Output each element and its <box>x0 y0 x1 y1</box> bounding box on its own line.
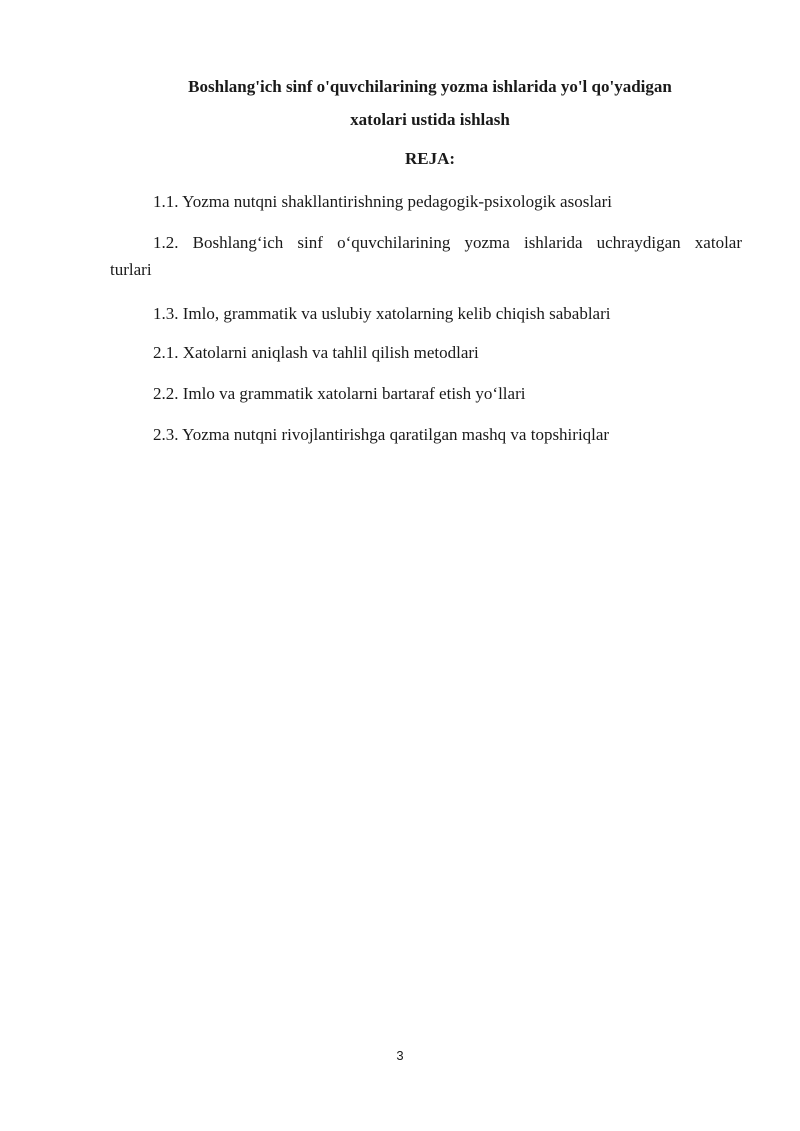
plan-item-text: 1.1. Yozma nutqni shakllantirishning pedagogik-psixologik asoslari <box>153 192 612 211</box>
plan-item <box>110 233 742 280</box>
plan-item-text: 2.3. Yozma nutqni rivojlantirishga qaratilgan mashq va topshiriqlar <box>153 425 610 444</box>
plan-item <box>110 192 742 212</box>
page-number: 3 <box>396 1048 404 1063</box>
plan-item <box>110 304 742 324</box>
plan-item <box>110 343 742 363</box>
plan-item-text: 2.2. Imlo va grammatik xatolarni bartaraf etish yo‘llari <box>153 384 526 403</box>
plan-item <box>110 425 742 445</box>
plan-item <box>110 384 742 404</box>
document-title-line-2: xatolari ustida ishlash <box>350 110 510 129</box>
plan-item-text: 1.3. Imlo, grammatik va uslubiy xatolarning kelib chiqish sabablari <box>153 304 611 323</box>
plan-heading: REJA: <box>404 149 456 168</box>
plan-item-text: 2.1. Xatolarni aniqlash va tahlil qilish metodlari <box>153 343 479 362</box>
document-title-line-1: Boshlang'ich sinf o'quvchilarining yozma ishlarida yo'l qo'yadigan <box>188 77 672 96</box>
plan-item-text-line-2: turlari <box>110 260 152 279</box>
plan-item-text-line-1: 1.2. Boshlang‘ich sinf o‘quvchilarining yozma ishlarida uchraydigan xatolar <box>153 233 742 252</box>
